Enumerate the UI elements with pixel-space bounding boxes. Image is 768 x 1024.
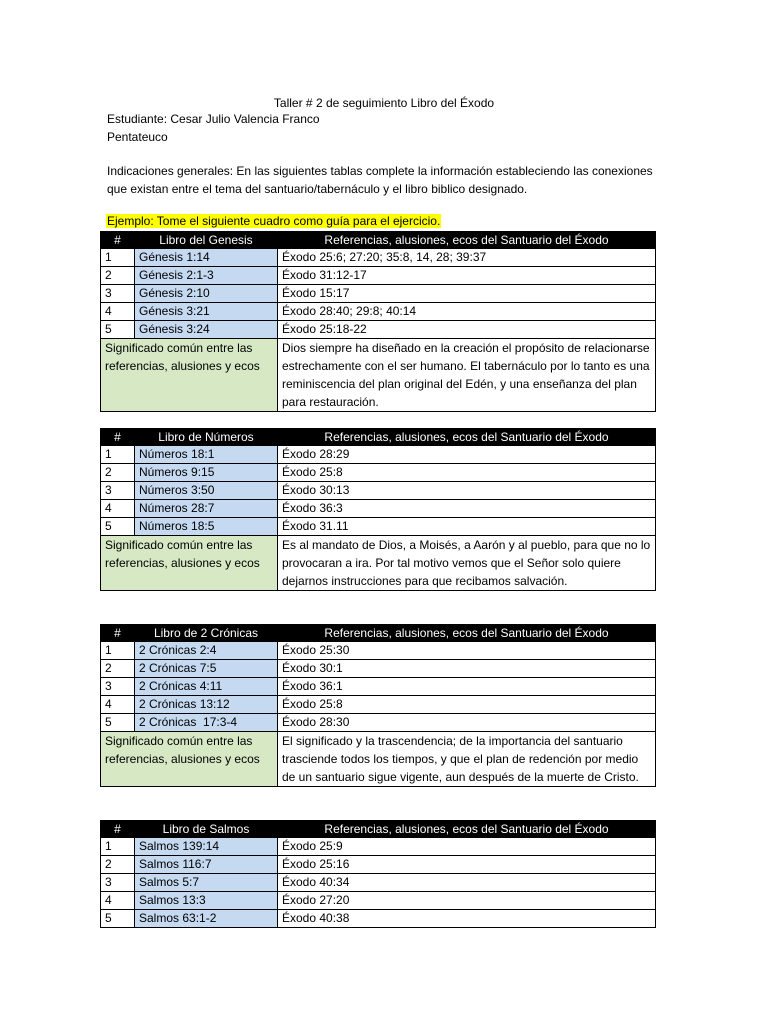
book-reference: Génesis 2:1-3 <box>135 267 278 285</box>
course-name: Pentateuco <box>107 130 168 144</box>
row-number: 3 <box>101 285 135 303</box>
instructions-label: Indicaciones generales: <box>107 164 234 178</box>
book-reference: Salmos 13:3 <box>135 892 278 910</box>
header-book: Libro de 2 Crónicas <box>135 625 278 642</box>
exodus-reference: Éxodo 25:16 <box>278 856 656 874</box>
table-header-row <box>101 232 656 249</box>
summary-row <box>101 339 656 412</box>
table-row <box>101 321 656 339</box>
instructions-text: En las siguientes tablas complete la información estableciendo las conexiones que existan entre el tema del santuario/tabernáculo y el libro biblico designado. <box>107 164 653 196</box>
table-row <box>101 678 656 696</box>
summary-text: Es al mandato de Dios, a Moisés, a Aarón y al pueblo, para que no lo provocaran a ira. Por tal motivo vemos que el Señor solo quiere dejarnos instrucciones para que recibamos salvación. <box>278 536 656 591</box>
table-row <box>101 500 656 518</box>
exodus-reference: Éxodo 25:30 <box>278 642 656 660</box>
table-numeros <box>100 428 656 591</box>
table-row <box>101 838 656 856</box>
table-row <box>101 446 656 464</box>
book-reference: Números 18:1 <box>135 446 278 464</box>
book-reference: 2 Crónicas 13:12 <box>135 696 278 714</box>
table-row <box>101 696 656 714</box>
exodus-reference: Éxodo 36:1 <box>278 678 656 696</box>
exodus-reference: Éxodo 25:9 <box>278 838 656 856</box>
header-references: Referencias, alusiones, ecos del Santuario del Éxodo <box>278 429 656 446</box>
student-name: Estudiante: Cesar Julio Valencia Franco <box>107 112 320 126</box>
table-row <box>101 910 656 928</box>
book-reference: Génesis 3:24 <box>135 321 278 339</box>
book-reference: Números 18:5 <box>135 518 278 536</box>
exodus-reference: Éxodo 30:13 <box>278 482 656 500</box>
header-book: Libro de Números <box>135 429 278 446</box>
example-note <box>106 213 441 229</box>
row-number: 5 <box>101 910 135 928</box>
row-number: 4 <box>101 892 135 910</box>
exodus-reference: Éxodo 28:40; 29:8; 40:14 <box>278 303 656 321</box>
exodus-reference: Éxodo 15:17 <box>278 285 656 303</box>
exodus-reference: Éxodo 31.11 <box>278 518 656 536</box>
book-reference: Salmos 5:7 <box>135 874 278 892</box>
row-number: 1 <box>101 249 135 267</box>
header-book: Libro de Salmos <box>135 821 278 838</box>
header-references: Referencias, alusiones, ecos del Santuario del Éxodo <box>278 821 656 838</box>
table-cronicas <box>100 624 656 787</box>
exodus-reference: Éxodo 25:8 <box>278 696 656 714</box>
table-row <box>101 482 656 500</box>
book-reference: Números 9:15 <box>135 464 278 482</box>
table-row <box>101 642 656 660</box>
table-header-row <box>101 821 656 838</box>
table-row <box>101 285 656 303</box>
book-reference: Génesis 1:14 <box>135 249 278 267</box>
table-row <box>101 856 656 874</box>
row-number: 1 <box>101 446 135 464</box>
table-row <box>101 518 656 536</box>
book-reference: Génesis 3:21 <box>135 303 278 321</box>
summary-label: Significado común entre las referencias, alusiones y ecos <box>101 732 278 787</box>
table-row <box>101 874 656 892</box>
book-reference: 2 Crónicas 7:5 <box>135 660 278 678</box>
book-reference: Génesis 2:10 <box>135 285 278 303</box>
table-header-row <box>101 625 656 642</box>
book-reference: Números 28:7 <box>135 500 278 518</box>
row-number: 1 <box>101 838 135 856</box>
row-number: 3 <box>101 678 135 696</box>
row-number: 3 <box>101 482 135 500</box>
table-row <box>101 660 656 678</box>
row-number: 4 <box>101 303 135 321</box>
exodus-reference: Éxodo 25:6; 27:20; 35:8, 14, 28; 39:37 <box>278 249 656 267</box>
row-number: 1 <box>101 642 135 660</box>
table-row <box>101 303 656 321</box>
table-header-row <box>101 429 656 446</box>
table-row <box>101 249 656 267</box>
exodus-reference: Éxodo 28:30 <box>278 714 656 732</box>
row-number: 4 <box>101 696 135 714</box>
exodus-reference: Éxodo 28:29 <box>278 446 656 464</box>
book-reference: 2 Crónicas 2:4 <box>135 642 278 660</box>
header-number: # <box>101 625 135 642</box>
summary-text: Dios siempre ha diseñado en la creación el propósito de relacionarse estrechamente con el ser humano. El tabernáculo por lo tanto es una reminiscencia del plan original del Edén, y una enseñanza del plan para restauración. <box>278 339 656 412</box>
document-title: Taller # 2 de seguimiento Libro del Éxodo <box>273 96 495 110</box>
exodus-reference: Éxodo 40:38 <box>278 910 656 928</box>
instructions-paragraph <box>107 162 667 198</box>
row-number: 4 <box>101 500 135 518</box>
exodus-reference: Éxodo 30:1 <box>278 660 656 678</box>
row-number: 5 <box>101 518 135 536</box>
summary-row <box>101 732 656 787</box>
header-number: # <box>101 821 135 838</box>
table-row <box>101 714 656 732</box>
book-reference: Salmos 139:14 <box>135 838 278 856</box>
book-reference: 2 Crónicas 4:11 <box>135 678 278 696</box>
table-genesis <box>100 231 656 412</box>
header-number: # <box>101 429 135 446</box>
header-book: Libro del Genesis <box>135 232 278 249</box>
book-reference: 2 Crónicas 17:3-4 <box>135 714 278 732</box>
exodus-reference: Éxodo 36:3 <box>278 500 656 518</box>
row-number: 2 <box>101 267 135 285</box>
row-number: 5 <box>101 714 135 732</box>
example-note-highlight: Ejemplo: Tome el siguiente cuadro como guía para el ejercicio. <box>107 214 441 228</box>
row-number: 3 <box>101 874 135 892</box>
exodus-reference: Éxodo 40:34 <box>278 874 656 892</box>
exodus-reference: Éxodo 27:20 <box>278 892 656 910</box>
table-row <box>101 267 656 285</box>
summary-label: Significado común entre las referencias, alusiones y ecos <box>101 339 278 412</box>
book-reference: Números 3:50 <box>135 482 278 500</box>
row-number: 2 <box>101 660 135 678</box>
row-number: 2 <box>101 464 135 482</box>
row-number: 5 <box>101 321 135 339</box>
table-row <box>101 464 656 482</box>
exodus-reference: Éxodo 31:12-17 <box>278 267 656 285</box>
summary-row <box>101 536 656 591</box>
table-salmos <box>100 820 656 928</box>
header-references: Referencias, alusiones, ecos del Santuario del Éxodo <box>278 232 656 249</box>
header-number: # <box>101 232 135 249</box>
book-reference: Salmos 116:7 <box>135 856 278 874</box>
summary-text: El significado y la trascendencia; de la importancia del santuario trasciende todos los tiempos, y que el plan de redención por medio de un santuario sigue vigente, aun después de la muerte de Cristo. <box>278 732 656 787</box>
book-reference: Salmos 63:1-2 <box>135 910 278 928</box>
table-row <box>101 892 656 910</box>
exodus-reference: Éxodo 25:18-22 <box>278 321 656 339</box>
exodus-reference: Éxodo 25:8 <box>278 464 656 482</box>
row-number: 2 <box>101 856 135 874</box>
summary-label: Significado común entre las referencias, alusiones y ecos <box>101 536 278 591</box>
header-references: Referencias, alusiones, ecos del Santuario del Éxodo <box>278 625 656 642</box>
